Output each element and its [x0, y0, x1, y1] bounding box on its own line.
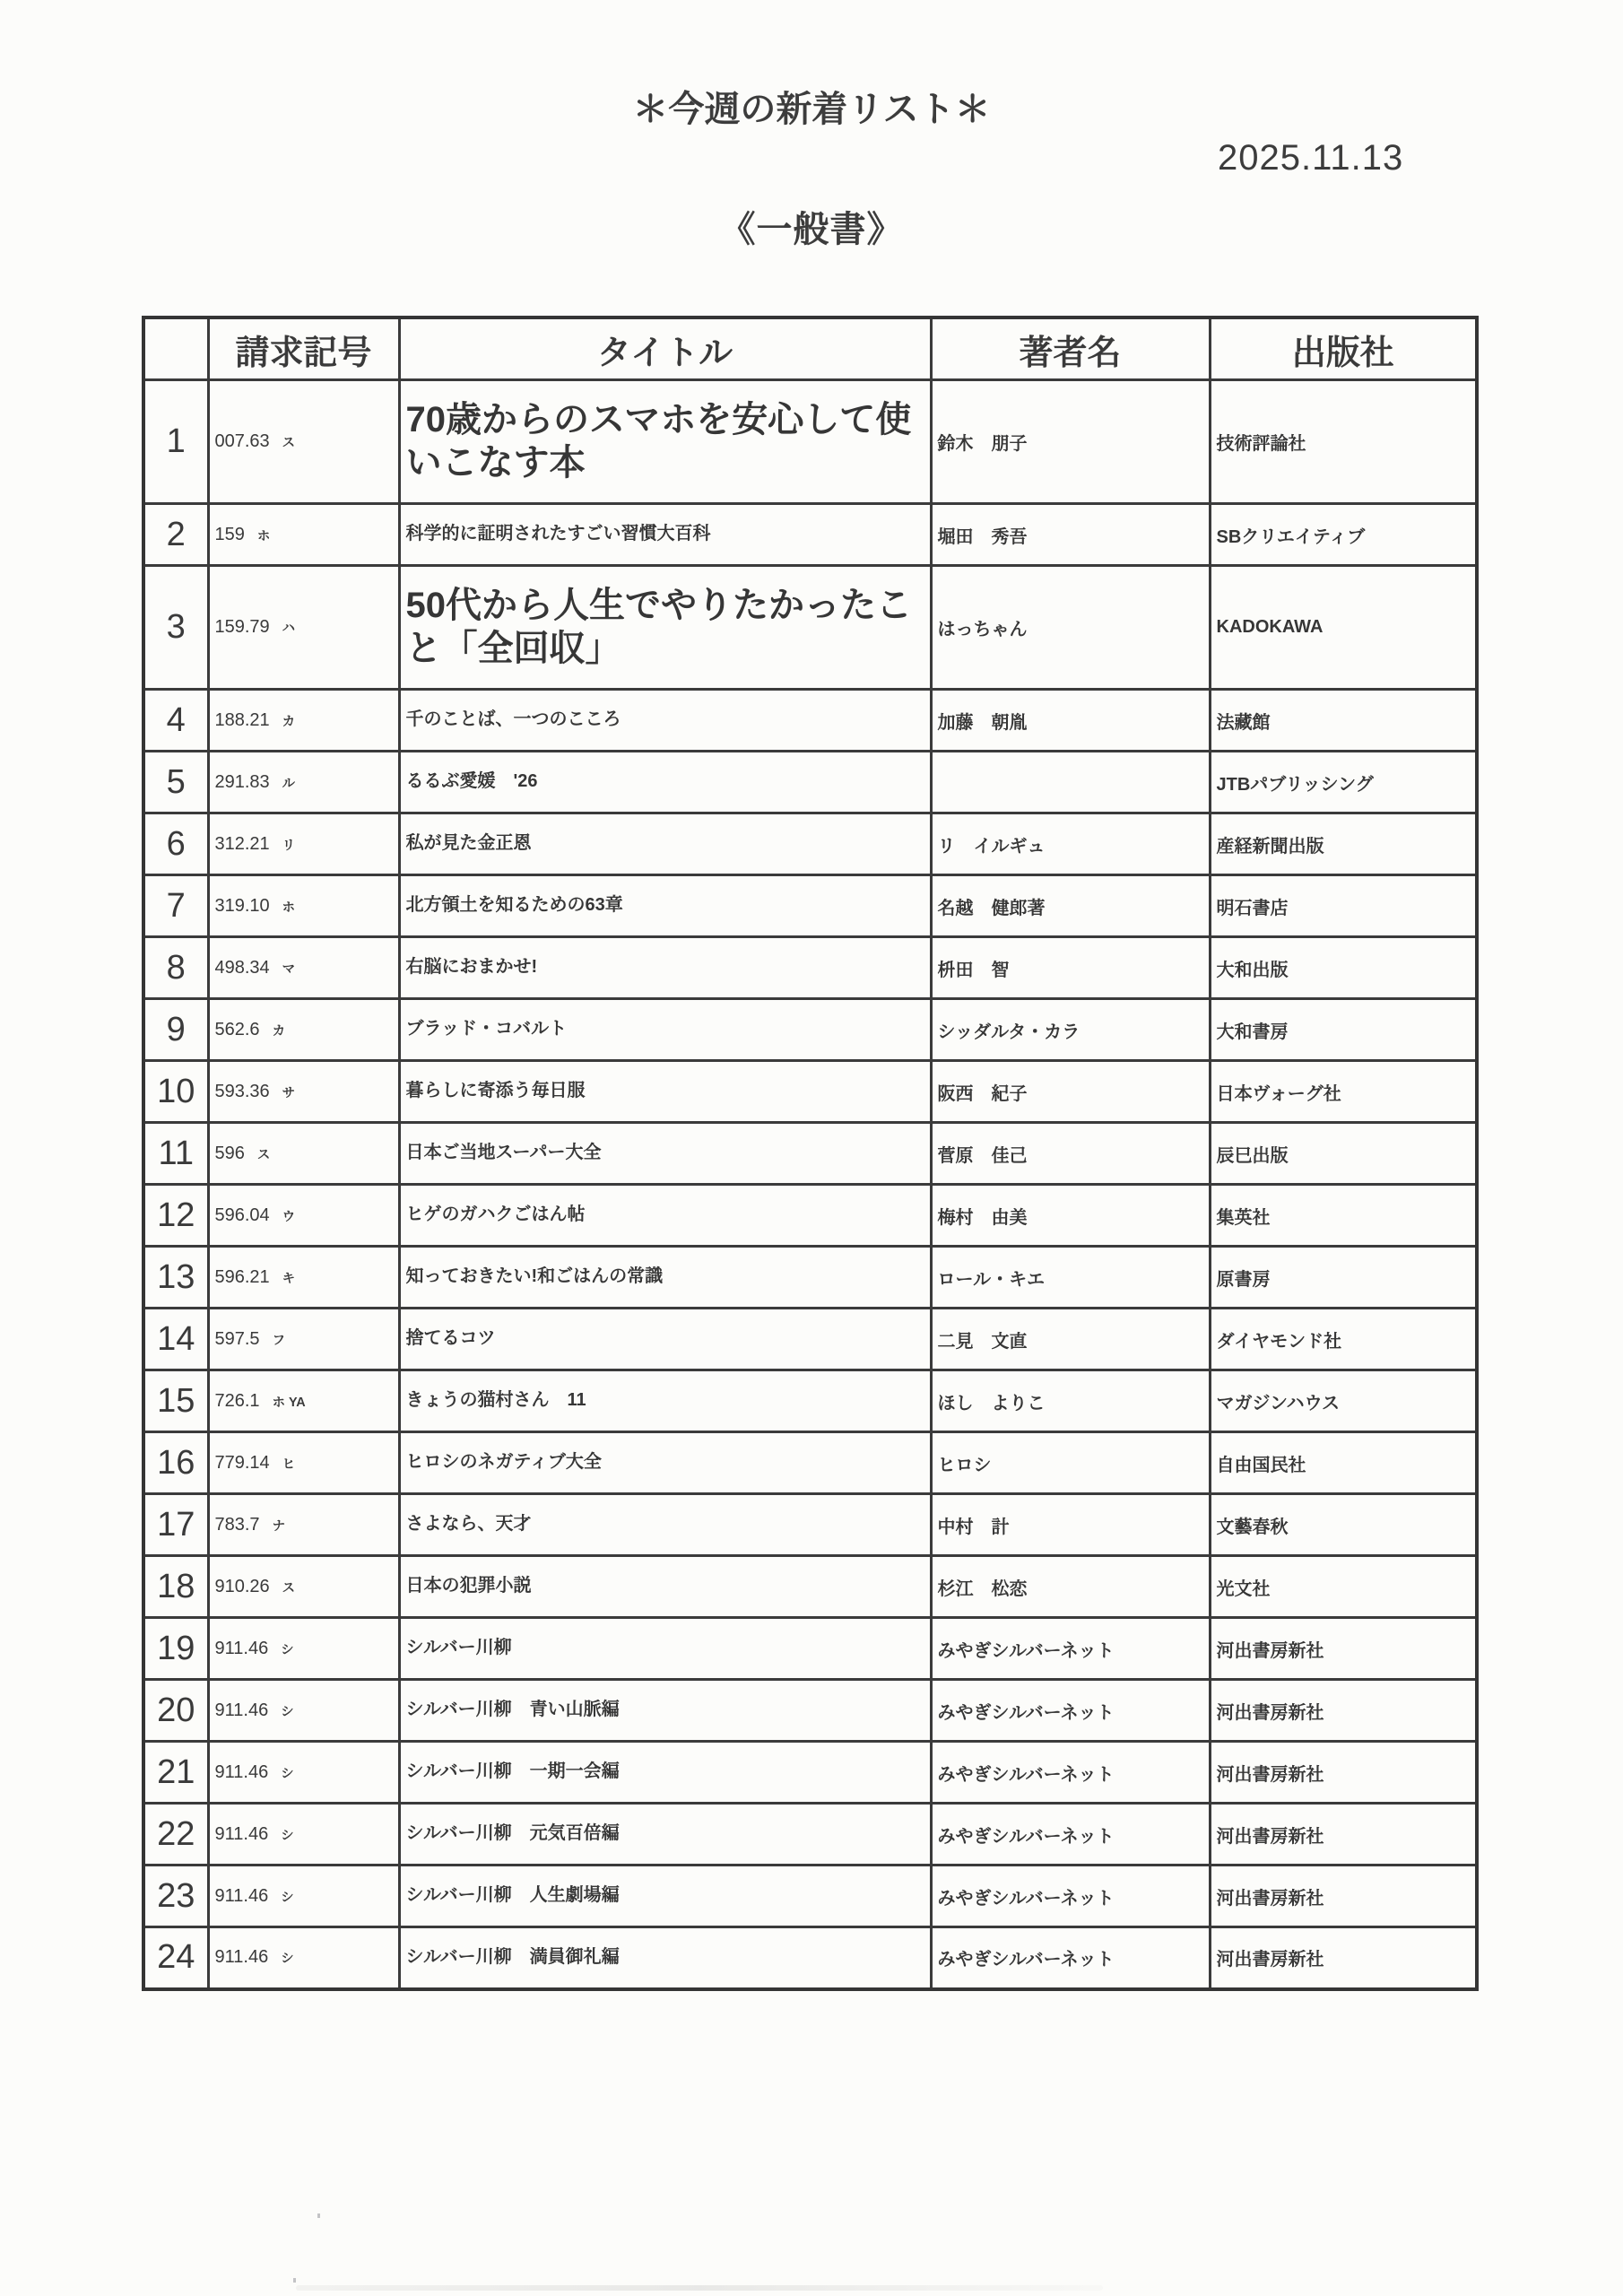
author-cell: [931, 1866, 1210, 1927]
row-number: 1: [143, 380, 208, 504]
publisher-name: マガジンハウス: [1216, 1393, 1340, 1413]
call-number: 596.04: [214, 1205, 270, 1225]
call-number-cell: [208, 1927, 399, 1989]
book-title: シルバー川柳 人生劇場編: [405, 1885, 620, 1906]
call-number-cell: [208, 813, 399, 875]
author-cell: [931, 566, 1210, 690]
publisher-cell: [1210, 752, 1477, 813]
call-number-cell: [208, 1432, 399, 1494]
title-cell: [399, 1370, 931, 1432]
call-number: 188.21: [214, 709, 270, 730]
title-cell: [399, 813, 931, 875]
author-name: 中村 計: [937, 1517, 1010, 1537]
table-row: [143, 380, 1477, 504]
call-kana: マ: [282, 961, 296, 977]
call-kana: フ: [272, 1333, 285, 1348]
table-row: [143, 1618, 1477, 1680]
publisher-cell: [1210, 999, 1477, 1061]
publisher-name: 河出書房新社: [1216, 1640, 1324, 1661]
title-cell: [399, 1742, 931, 1804]
publisher-cell: [1210, 1742, 1477, 1804]
book-title: 暮らしに寄添う毎日服: [405, 1081, 586, 1101]
book-title: ブラッド・コバルト: [405, 1019, 568, 1039]
book-title: 千のことば、一つのこころ: [405, 709, 621, 730]
row-number: 19: [143, 1618, 208, 1680]
publisher-cell: [1210, 1247, 1477, 1309]
row-number: 15: [143, 1370, 208, 1432]
call-number: 291.83: [214, 771, 270, 792]
author-name: みやぎシルバーネット: [937, 1640, 1115, 1661]
publisher-name: 日本ヴォーグ社: [1216, 1083, 1341, 1104]
call-kana: ホ YA: [272, 1395, 306, 1410]
call-kana: ス: [282, 1580, 296, 1596]
call-number-cell: [208, 504, 399, 566]
call-number: 596.21: [214, 1266, 270, 1287]
publisher-name: 原書房: [1216, 1269, 1271, 1290]
table-row: [143, 813, 1477, 875]
table-row: [143, 999, 1477, 1061]
publisher-cell: [1210, 1618, 1477, 1680]
table-row: [143, 937, 1477, 999]
author-name: 鈴木 朋子: [937, 434, 1028, 454]
call-kana: ス: [282, 436, 296, 450]
publisher-cell: [1210, 380, 1477, 504]
publisher-cell: [1210, 566, 1477, 690]
book-title: 50代から人生でやりたかったこと「全回収」: [405, 586, 912, 668]
title-cell: [399, 1494, 931, 1556]
call-number: 911.46: [214, 1823, 269, 1844]
author-cell: [931, 380, 1210, 504]
publisher-cell: [1210, 1309, 1477, 1370]
row-number: 5: [143, 752, 208, 813]
table-row: [143, 1061, 1477, 1123]
author-name: みやぎシルバーネット: [937, 1702, 1115, 1723]
author-name: ロール・キエ: [937, 1269, 1046, 1290]
author-name: 枡田 智: [937, 960, 1010, 980]
header-row: [143, 317, 1477, 380]
table-row: [143, 690, 1477, 752]
call-number: 779.14: [214, 1452, 270, 1473]
row-number: 3: [143, 566, 208, 690]
call-number-cell: [208, 1123, 399, 1185]
table-row: [143, 1556, 1477, 1618]
call-number-cell: [208, 752, 399, 813]
row-number: 21: [143, 1742, 208, 1804]
row-number: 20: [143, 1680, 208, 1742]
author-name: 加藤 朝胤: [937, 712, 1028, 733]
call-number-cell: [208, 1247, 399, 1309]
new-arrivals-table: [142, 316, 1479, 1991]
author-cell: [931, 690, 1210, 752]
publisher-cell: [1210, 1370, 1477, 1432]
publisher-cell: [1210, 937, 1477, 999]
call-kana: シ: [281, 1766, 294, 1781]
table-row: [143, 1927, 1477, 1989]
author-name: 名越 健郎著: [937, 898, 1046, 918]
title-cell: [399, 999, 931, 1061]
book-title: さよなら、天才: [405, 1514, 532, 1535]
publisher-name: 河出書房新社: [1216, 1950, 1324, 1970]
publisher-name: 大和書房: [1216, 1022, 1289, 1042]
author-name: リ イルギュ: [937, 836, 1046, 857]
publisher-name: 河出書房新社: [1216, 1826, 1324, 1847]
book-title: 捨てるコツ: [405, 1328, 496, 1349]
book-title: 知っておきたい!和ごはんの常識: [405, 1266, 664, 1287]
title-cell: [399, 1061, 931, 1123]
call-number-cell: [208, 1494, 399, 1556]
book-title: 右脳におまかせ!: [405, 957, 538, 978]
publisher-cell: [1210, 1556, 1477, 1618]
row-number: 4: [143, 690, 208, 752]
author-name: 二見 文直: [937, 1331, 1028, 1352]
title-cell: [399, 1123, 931, 1185]
title-cell: [399, 1556, 931, 1618]
title-cell: [399, 566, 931, 690]
author-cell: [931, 1309, 1210, 1370]
call-number: 312.21: [214, 833, 270, 854]
row-number: 16: [143, 1432, 208, 1494]
call-number-cell: [208, 1742, 399, 1804]
publisher-cell: [1210, 504, 1477, 566]
author-cell: [931, 875, 1210, 937]
table-row: [143, 1432, 1477, 1494]
header-cell-title: タイトル: [399, 317, 931, 380]
call-number-cell: [208, 566, 399, 690]
author-cell: [931, 1061, 1210, 1123]
call-number-cell: [208, 1185, 399, 1247]
table-row: [143, 1185, 1477, 1247]
title-cell: [399, 752, 931, 813]
call-number-cell: [208, 690, 399, 752]
row-number: 22: [143, 1804, 208, 1866]
title-cell: [399, 875, 931, 937]
publisher-name: 法藏館: [1216, 712, 1271, 733]
call-kana: ス: [256, 1147, 271, 1162]
book-title: シルバー川柳 満員御礼編: [405, 1946, 620, 1967]
book-title: シルバー川柳 元気百倍編: [405, 1823, 620, 1844]
call-number: 911.46: [214, 1885, 269, 1906]
book-title: シルバー川柳 一期一会編: [405, 1761, 620, 1782]
row-number: 8: [143, 937, 208, 999]
publisher-name: 技術評論社: [1216, 434, 1306, 454]
call-kana: ホ: [282, 900, 296, 915]
author-name: 阪西 紀子: [937, 1083, 1028, 1104]
call-number-cell: [208, 1309, 399, 1370]
title-cell: [399, 1680, 931, 1742]
author-cell: [931, 1123, 1210, 1185]
call-number-cell: [208, 1370, 399, 1432]
publisher-cell: [1210, 690, 1477, 752]
table-row: [143, 1247, 1477, 1309]
call-kana: ハ: [282, 622, 296, 636]
author-cell: [931, 1618, 1210, 1680]
row-number: 13: [143, 1247, 208, 1309]
call-kana: ヒ: [282, 1457, 296, 1472]
call-kana: ウ: [282, 1209, 296, 1224]
table-row: [143, 1309, 1477, 1370]
publisher-name: 大和出版: [1216, 960, 1289, 980]
table-row: [143, 752, 1477, 813]
table-row: [143, 1680, 1477, 1742]
title-cell: [399, 380, 931, 504]
author-name: ヒロシ: [937, 1455, 992, 1475]
call-number: 783.7: [214, 1514, 260, 1535]
call-number: 726.1: [214, 1390, 260, 1411]
publisher-name: 辰巳出版: [1216, 1145, 1289, 1166]
book-title: ヒゲのガハクごはん帖: [405, 1205, 586, 1225]
publisher-name: 明石書店: [1216, 898, 1289, 918]
call-kana: シ: [281, 1890, 294, 1905]
row-number: 6: [143, 813, 208, 875]
author-cell: [931, 1432, 1210, 1494]
call-number: 911.46: [214, 1638, 269, 1658]
book-title: 70歳からのスマホを安心して使いこなす本: [405, 400, 912, 483]
book-title: るるぶ愛媛 '26: [405, 771, 538, 792]
author-cell: [931, 1556, 1210, 1618]
title-cell: [399, 1804, 931, 1866]
table-row: [143, 566, 1477, 690]
call-number: 159.79: [214, 617, 270, 637]
call-number-cell: [208, 1556, 399, 1618]
book-title: シルバー川柳: [405, 1638, 512, 1658]
call-kana: サ: [282, 1085, 296, 1100]
row-number: 14: [143, 1309, 208, 1370]
author-cell: [931, 752, 1210, 813]
row-number: 2: [143, 504, 208, 566]
title-cell: [399, 1309, 931, 1370]
author-name: 梅村 由美: [937, 1207, 1028, 1228]
scan-speck: [293, 2278, 296, 2283]
title-cell: [399, 1185, 931, 1247]
table-row: [143, 1742, 1477, 1804]
publisher-name: 河出書房新社: [1216, 1764, 1324, 1785]
publisher-name: 産経新聞出版: [1216, 836, 1324, 857]
book-title: シルバー川柳 青い山脈編: [405, 1700, 620, 1720]
call-kana: ホ: [256, 528, 271, 544]
header-cell-publisher: 出版社: [1210, 317, 1477, 380]
publisher-name: 文藝春秋: [1216, 1517, 1289, 1537]
call-kana: シ: [281, 1704, 294, 1719]
author-name: みやぎシルバーネット: [937, 1826, 1115, 1847]
scan-artifact: [296, 2285, 1103, 2291]
title-cell: [399, 1927, 931, 1989]
row-number: 24: [143, 1927, 208, 1989]
author-cell: [931, 1370, 1210, 1432]
publisher-name: 河出書房新社: [1216, 1702, 1324, 1723]
row-number: 11: [143, 1123, 208, 1185]
row-number: 7: [143, 875, 208, 937]
author-name: みやぎシルバーネット: [937, 1950, 1115, 1970]
call-number: 159: [214, 524, 245, 544]
title-cell: [399, 1866, 931, 1927]
publisher-cell: [1210, 875, 1477, 937]
publisher-name: ダイヤモンド社: [1216, 1331, 1342, 1352]
publisher-cell: [1210, 1866, 1477, 1927]
call-kana: キ: [282, 1271, 296, 1286]
row-number: 12: [143, 1185, 208, 1247]
author-name: みやぎシルバーネット: [937, 1764, 1115, 1785]
call-kana: シ: [281, 1828, 294, 1843]
call-number-cell: [208, 1680, 399, 1742]
author-name: はっちゃん: [937, 620, 1028, 639]
row-number: 17: [143, 1494, 208, 1556]
publisher-cell: [1210, 1494, 1477, 1556]
call-number-cell: [208, 999, 399, 1061]
row-number: 9: [143, 999, 208, 1061]
publisher-cell: [1210, 1804, 1477, 1866]
publisher-name: 河出書房新社: [1216, 1888, 1324, 1909]
author-cell: [931, 999, 1210, 1061]
call-number-cell: [208, 1866, 399, 1927]
title-cell: [399, 504, 931, 566]
document-date: 2025.11.13: [1218, 138, 1404, 178]
author-cell: [931, 1927, 1210, 1989]
call-number: 593.36: [214, 1081, 270, 1101]
call-number-cell: [208, 1804, 399, 1866]
call-number: 007.63: [214, 431, 270, 451]
call-number: 319.10: [214, 895, 270, 916]
scan-speck: [317, 2213, 320, 2218]
section-title: 《一般書》: [719, 210, 904, 249]
publisher-name: 光文社: [1216, 1578, 1271, 1599]
author-cell: [931, 1804, 1210, 1866]
table-row: [143, 875, 1477, 937]
title-cell: [399, 1247, 931, 1309]
publisher-name: 集英社: [1216, 1207, 1271, 1228]
author-name: 杉江 松恋: [937, 1578, 1028, 1599]
call-number: 911.46: [214, 1700, 269, 1720]
call-number: 910.26: [214, 1576, 270, 1596]
header-cell-call: 請求記号: [208, 317, 399, 380]
row-number: 18: [143, 1556, 208, 1618]
title-cell: [399, 690, 931, 752]
table-row: [143, 1494, 1477, 1556]
publisher-cell: [1210, 1185, 1477, 1247]
book-title: 日本の犯罪小説: [405, 1576, 532, 1596]
table-row: [143, 1866, 1477, 1927]
call-kana: カ: [272, 1023, 285, 1039]
call-number: 597.5: [214, 1328, 260, 1349]
call-number: 562.6: [214, 1019, 260, 1039]
header-cell-author: 著者名: [931, 317, 1210, 380]
call-number-cell: [208, 875, 399, 937]
row-number: 23: [143, 1866, 208, 1927]
table-header: [143, 317, 1477, 380]
call-kana: リ: [282, 838, 296, 853]
publisher-cell: [1210, 813, 1477, 875]
publisher-cell: [1210, 1927, 1477, 1989]
table-row: [143, 1804, 1477, 1866]
book-title: 日本ご当地スーパー大全: [405, 1143, 602, 1163]
book-title: ヒロシのネガティブ大全: [405, 1452, 602, 1473]
publisher-cell: [1210, 1432, 1477, 1494]
row-number: 10: [143, 1061, 208, 1123]
author-cell: [931, 1185, 1210, 1247]
call-kana: ル: [282, 776, 296, 791]
table-row: [143, 1123, 1477, 1185]
author-cell: [931, 1742, 1210, 1804]
call-number-cell: [208, 937, 399, 999]
call-number-cell: [208, 380, 399, 504]
book-title: 科学的に証明されたすごい習慣大百科: [405, 524, 711, 544]
call-number: 596: [214, 1143, 245, 1163]
header-cell-index: [143, 317, 208, 380]
publisher-cell: [1210, 1061, 1477, 1123]
title-cell: [399, 1432, 931, 1494]
call-kana: シ: [281, 1642, 294, 1657]
publisher-cell: [1210, 1123, 1477, 1185]
publisher-name: JTBパブリッシング: [1216, 774, 1374, 795]
call-number-cell: [208, 1061, 399, 1123]
table-row: [143, 1370, 1477, 1432]
author-name: ほし よりこ: [937, 1393, 1046, 1413]
publisher-name: 自由国民社: [1216, 1455, 1306, 1475]
title-cell: [399, 937, 931, 999]
publisher-name: KADOKAWA: [1216, 617, 1324, 637]
call-kana: シ: [281, 1952, 294, 1967]
title-cell: [399, 1618, 931, 1680]
call-number-cell: [208, 1618, 399, 1680]
page-title: ＊今週の新着リスト＊: [632, 90, 991, 129]
book-title: 北方領土を知るための63章: [405, 895, 623, 916]
author-name: 堀田 秀吾: [937, 526, 1028, 547]
author-cell: [931, 504, 1210, 566]
book-title: きょうの猫村さん 11: [405, 1390, 586, 1411]
book-title: 私が見た金正恩: [405, 833, 532, 854]
table-body: [143, 380, 1477, 1989]
publisher-name: SBクリエイティブ: [1216, 526, 1366, 547]
author-name: みやぎシルバーネット: [937, 1888, 1115, 1909]
call-number: 498.34: [214, 957, 270, 978]
author-cell: [931, 1680, 1210, 1742]
call-kana: カ: [282, 714, 296, 729]
author-cell: [931, 1494, 1210, 1556]
author-cell: [931, 937, 1210, 999]
table-row: [143, 504, 1477, 566]
call-number: 911.46: [214, 1761, 269, 1782]
author-cell: [931, 1247, 1210, 1309]
author-cell: [931, 813, 1210, 875]
author-name: シッダルタ・カラ: [937, 1022, 1081, 1042]
call-number: 911.46: [214, 1947, 269, 1968]
author-name: 菅原 佳己: [937, 1145, 1028, 1166]
call-kana: ナ: [272, 1518, 285, 1534]
publisher-cell: [1210, 1680, 1477, 1742]
